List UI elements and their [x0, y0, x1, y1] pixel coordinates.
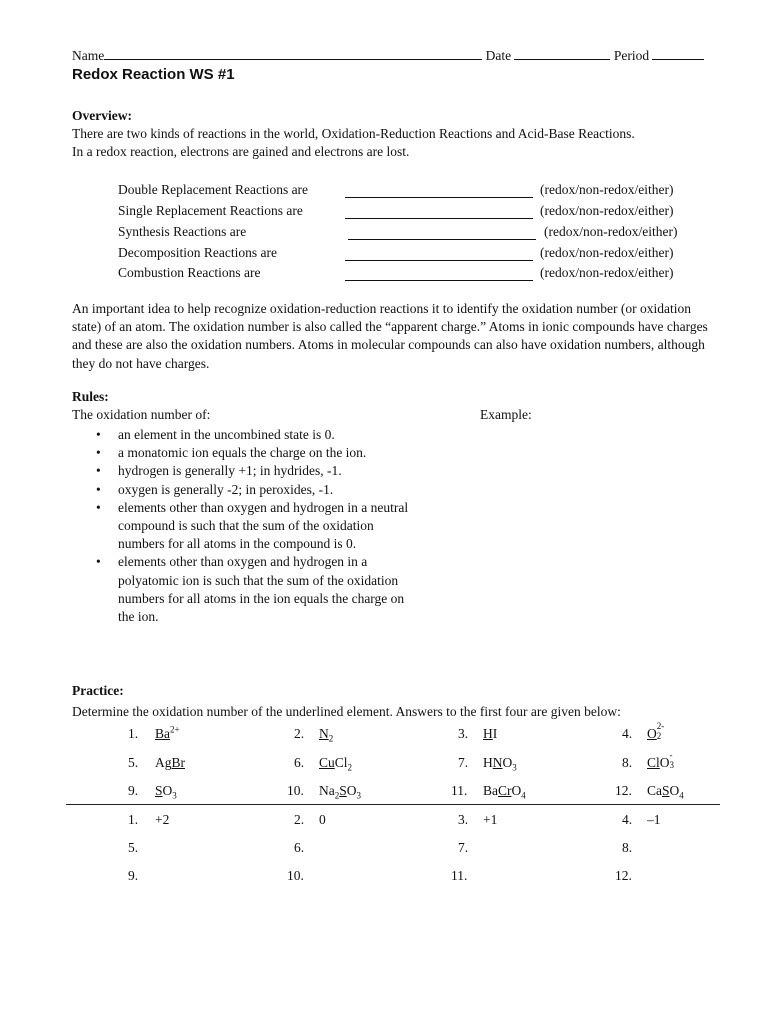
- formula-u: S: [339, 783, 347, 798]
- formula-u: N: [492, 755, 503, 770]
- formula-pre: Ag: [155, 755, 172, 770]
- formula-u: S: [155, 783, 163, 798]
- problem-number: 7.: [458, 755, 469, 770]
- period-blank[interactable]: [652, 46, 704, 60]
- reaction-type-label: Synthesis Reactions are: [118, 224, 247, 239]
- formula-u: S: [662, 783, 670, 798]
- answer-value: +1: [483, 812, 498, 827]
- problem-formula: [647, 783, 684, 799]
- answer-number: 9.: [128, 868, 139, 883]
- formula-pre: H: [483, 755, 493, 770]
- formula-sub: 2: [347, 762, 353, 773]
- problem-number: 11.: [451, 783, 468, 798]
- reaction-type-answer-blank[interactable]: [345, 260, 533, 261]
- formula-sub: 2: [328, 733, 334, 744]
- formula-pre: Ca: [647, 783, 662, 798]
- formula-sub: 3: [172, 790, 177, 801]
- answer-number: 10.: [287, 868, 304, 883]
- practice-instructions: Determine the oxidation number of the underlined element. Answers to the first four are given below:: [72, 704, 621, 719]
- problem-formula: O 2 2-: [647, 721, 665, 741]
- formula-u: Ba: [155, 726, 170, 741]
- formula-post: O: [346, 783, 357, 798]
- problem-number: 3.: [458, 726, 469, 741]
- answer-number: 7.: [458, 840, 469, 855]
- rules-heading: Rules:: [72, 389, 109, 404]
- page-title: Redox Reaction WS #1: [72, 66, 235, 83]
- problem-formula: [319, 726, 333, 742]
- reaction-type-answer-blank[interactable]: [345, 280, 533, 281]
- formula-sub: 4: [521, 790, 526, 801]
- example-label: Example:: [480, 407, 532, 422]
- problem-formula: [319, 755, 352, 771]
- formula-sup: 2+: [170, 724, 180, 735]
- problem-formula: [155, 783, 177, 799]
- rule-item: • elements other than oxygen and hydrogen in a neutral compound is such that the sum of the oxidation numbers for all atoms in the compound is 0.: [92, 499, 412, 554]
- rule-item: • hydrogen is generally +1; in hydrides, -1.: [92, 462, 412, 480]
- problem-formula: [483, 783, 526, 799]
- formula-pre: Na: [319, 783, 335, 798]
- reaction-type-options: (redox/non-redox/either): [544, 224, 678, 239]
- important-idea-paragraph: An important idea to help recognize oxidation-reduction reactions it to identify the oxidation number (or oxidation state) of an atom. The oxidation number is also called the “apparent charge.” Atoms in ionic compounds have charges and these are also the oxidation numbers. Atoms in molecular compounds can also have oxidation numbers, although they do not have charges.: [72, 301, 708, 371]
- problem-formula: [155, 755, 185, 771]
- overview-line-2: In a redox reaction, electrons are gained and electrons are lost.: [72, 144, 410, 159]
- problem-formula: [155, 726, 180, 742]
- reaction-type-options: (redox/non-redox/either): [540, 245, 674, 260]
- rules-list: [92, 426, 412, 626]
- reaction-type-options: (redox/non-redox/either): [540, 265, 674, 280]
- period-label: Period: [613, 48, 650, 63]
- problem-formula: [319, 783, 361, 799]
- answer-number: 12.: [615, 868, 632, 883]
- answer-number: 3.: [458, 812, 469, 827]
- answer-value: 0: [319, 812, 326, 827]
- formula-pre: Ba: [483, 783, 498, 798]
- overview-heading: Overview:: [72, 108, 132, 123]
- overview-line-1: There are two kinds of reactions in the world, Oxidation-Reduction Reactions and Acid-Base Reactions.: [72, 126, 635, 141]
- formula-u: Cr: [498, 783, 512, 798]
- problem-number: 12.: [615, 783, 632, 798]
- reaction-type-answer-blank[interactable]: [345, 197, 533, 198]
- reaction-type-options: (redox/non-redox/either): [540, 203, 674, 218]
- header-line: [72, 46, 704, 64]
- reaction-type-label: Decomposition Reactions are: [118, 245, 277, 260]
- reaction-type-label: Single Replacement Reactions are: [118, 203, 303, 218]
- problem-number: 10.: [287, 783, 304, 798]
- divider: [66, 804, 720, 805]
- rules-intro: The oxidation number of:: [72, 407, 211, 422]
- reaction-type-label: Combustion Reactions are: [118, 265, 261, 280]
- formula-post: O: [162, 783, 173, 798]
- answer-number: 2.: [294, 812, 305, 827]
- problem-number: 5.: [128, 755, 139, 770]
- date-label: Date: [485, 48, 512, 63]
- name-label: Name: [72, 48, 105, 63]
- answer-number: 1.: [128, 812, 139, 827]
- formula-u: Cl: [647, 755, 660, 770]
- problem-number: 4.: [622, 726, 633, 741]
- problem-formula: [483, 755, 517, 771]
- formula-sub-pre: 2: [334, 790, 340, 801]
- date-blank[interactable]: [514, 46, 610, 60]
- reaction-type-label: Double Replacement Reactions are: [118, 182, 309, 197]
- answer-number: 8.: [622, 840, 633, 855]
- reaction-type-answer-blank[interactable]: [348, 239, 536, 240]
- formula-u: O: [647, 726, 657, 741]
- problem-number: 8.: [622, 755, 633, 770]
- formula-sub: 3: [512, 762, 517, 773]
- problem-number: 9.: [128, 783, 139, 798]
- answer-number: 6.: [294, 840, 305, 855]
- reaction-type-answer-blank[interactable]: [345, 218, 533, 219]
- formula-sub: 3: [356, 790, 362, 801]
- formula-post: Cl: [334, 755, 348, 770]
- rule-item: • a monatomic ion equals the charge on the ion.: [92, 444, 412, 462]
- problem-formula: [483, 726, 497, 742]
- problem-number: 1.: [128, 726, 139, 741]
- formula-u: N: [319, 726, 329, 741]
- problem-number: 6.: [294, 755, 305, 770]
- formula-post: O: [511, 783, 522, 798]
- answer-value: –1: [647, 812, 661, 827]
- formula-u: H: [483, 726, 493, 741]
- formula-u: Cu: [319, 755, 335, 770]
- formula-post: O: [669, 783, 680, 798]
- rule-item: • oxygen is generally -2; in peroxides, -1.: [92, 481, 412, 499]
- formula-u: Br: [171, 755, 185, 770]
- problem-formula: ClO 3 -: [647, 750, 675, 770]
- rule-item: • an element in the uncombined state is 0.: [92, 426, 412, 444]
- problem-number: 2.: [294, 726, 305, 741]
- formula-post: O: [502, 755, 513, 770]
- formula-sub: 4: [679, 790, 684, 801]
- answer-number: 4.: [622, 812, 633, 827]
- answer-value: +2: [155, 812, 170, 827]
- formula-post: O: [659, 755, 670, 770]
- reaction-type-options: (redox/non-redox/either): [540, 182, 674, 197]
- name-blank[interactable]: [104, 46, 482, 60]
- formula-post: I: [492, 726, 498, 741]
- answer-number: 11.: [451, 868, 468, 883]
- answer-number: 5.: [128, 840, 139, 855]
- rule-item: • elements other than oxygen and hydrogen in a polyatomic ion is such that the sum of the oxidation numbers for all atoms in the ion equals the charge on the ion.: [92, 553, 412, 626]
- practice-heading: Practice:: [72, 683, 124, 698]
